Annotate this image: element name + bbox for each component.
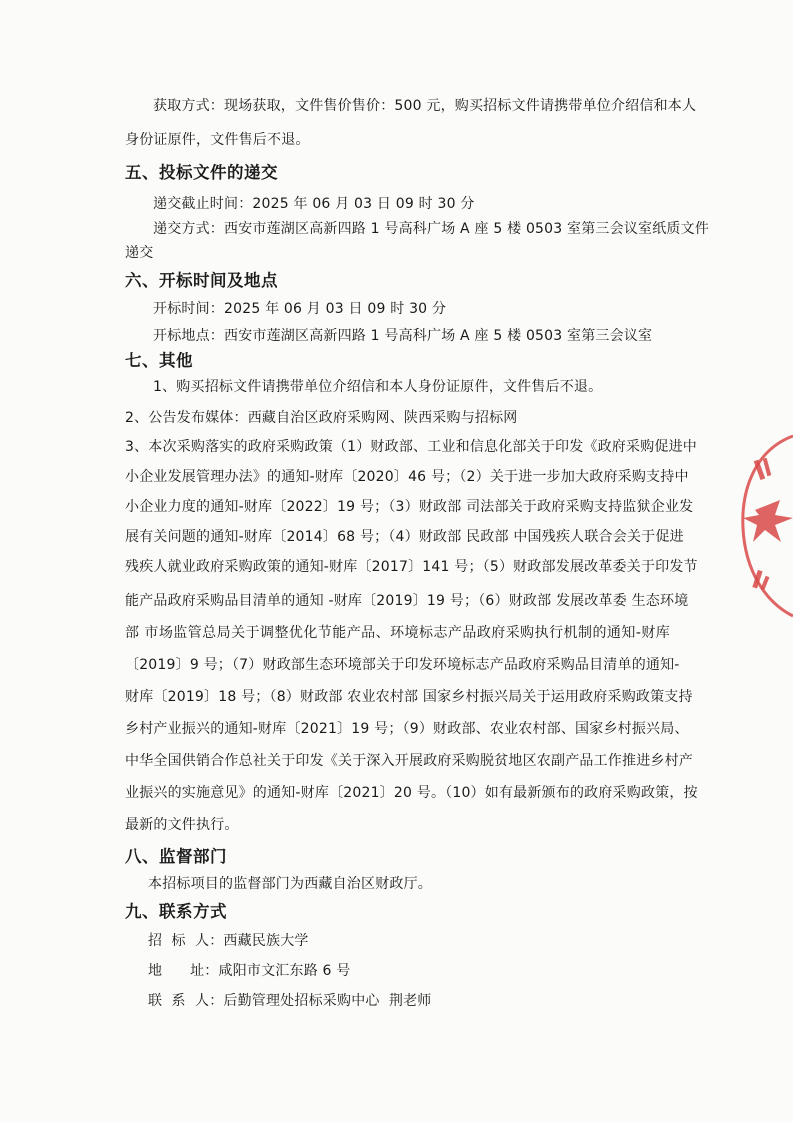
contact-person: 联 系 人：后勤管理处招标采购中心 荆老师 <box>148 993 432 1009</box>
policy-line: 〔2019〕9 号；（7）财政部生态环境部关于印发环境标志产品政府采购品目清单的通知- <box>125 657 680 673</box>
contact-address: 地 址：咸阳市文汇东路 6 号 <box>148 963 351 979</box>
section-heading-other: 七、其他 <box>125 351 193 370</box>
section-heading-contact: 九、联系方式 <box>125 902 227 921</box>
policy-line: 能产品政府采购品目清单的通知 -财库〔2019〕19 号；（6）财政部 发展改革委 生态环境 <box>125 593 689 609</box>
opening-time: 开标时间：2025 年 06 月 03 日 09 时 30 分 <box>153 301 447 317</box>
policy-line: 财库〔2019〕18 号；（8）财政部 农业农村部 国家乡村振兴局关于运用政府采购政策支持 <box>125 689 693 705</box>
other-item-1: 1、购买招标文件请携带单位介绍信和本人身份证原件，文件售后不退。 <box>153 379 603 395</box>
section-heading-submission: 五、投标文件的递交 <box>125 163 278 182</box>
policy-line: 最新的文件执行。 <box>125 817 239 833</box>
opening-place: 开标地点：西安市莲湖区高新四路 1 号高科广场 A 座 5 楼 0503 室第三会议室 <box>153 328 653 344</box>
policy-line: 小企业发展管理办法》的通知-财库〔2020〕46 号；（2）关于进一步加大政府采购支持中 <box>125 469 689 485</box>
policy-line: 中华全国供销合作总社关于印发《关于深入开展政府采购脱贫地区农副产品工作推进乡村产 <box>125 753 693 769</box>
section-heading-supervision: 八、监督部门 <box>125 847 227 866</box>
supervision-text: 本招标项目的监督部门为西藏自治区财政厅。 <box>148 876 432 892</box>
submission-method-line2: 递交 <box>125 245 154 261</box>
policy-line: 残疾人就业政府采购政策的通知-财库〔2017〕141 号；（5）财政部发展改革委关于印发节 <box>125 559 698 575</box>
policy-line: 业振兴的实施意见》的通知-财库〔2021〕20 号。（10）如有最新颁布的政府采购政策，按 <box>125 785 698 801</box>
policy-line: 小企业力度的通知-财库〔2022〕19 号；（3）财政部 司法部关于政府采购支持监狱企业发 <box>125 499 694 515</box>
acquisition-method-line1: 获取方式：现场获取，文件售价售价：500 元，购买招标文件请携带单位介绍信和本人 <box>153 98 697 114</box>
contact-tenderer: 招 标 人：西藏民族大学 <box>148 933 309 949</box>
submission-deadline: 递交截止时间：2025 年 06 月 03 日 09 时 30 分 <box>153 196 475 212</box>
acquisition-method-line2: 身份证原件，文件售后不退。 <box>125 132 310 148</box>
section-heading-opening: 六、开标时间及地点 <box>125 271 278 290</box>
other-item-2: 2、公告发布媒体：西藏自治区政府采购网、陕西采购与招标网 <box>125 410 518 426</box>
policy-line: 3、本次采购落实的政府采购政策（1）财政部、工业和信息化部关于印发《政府采购促进中 <box>125 439 698 455</box>
policy-line: 乡村产业振兴的通知-财库〔2021〕19 号；（9）财政部、农业农村部、国家乡村振兴局、 <box>125 721 689 737</box>
policy-line: 展有关问题的通知-财库〔2014〕68 号；（4）财政部 民政部 中国残疾人联合会关于促进 <box>125 529 684 545</box>
policy-line: 部 市场监管总局关于调整优化节能产品、环境标志产品政府采购执行机制的通知-财库 <box>125 625 670 641</box>
official-seal-stamp <box>735 430 793 620</box>
submission-method-line1: 递交方式：西安市莲湖区高新四路 1 号高科广场 A 座 5 楼 0503 室第三会议室纸质文件 <box>153 221 710 237</box>
